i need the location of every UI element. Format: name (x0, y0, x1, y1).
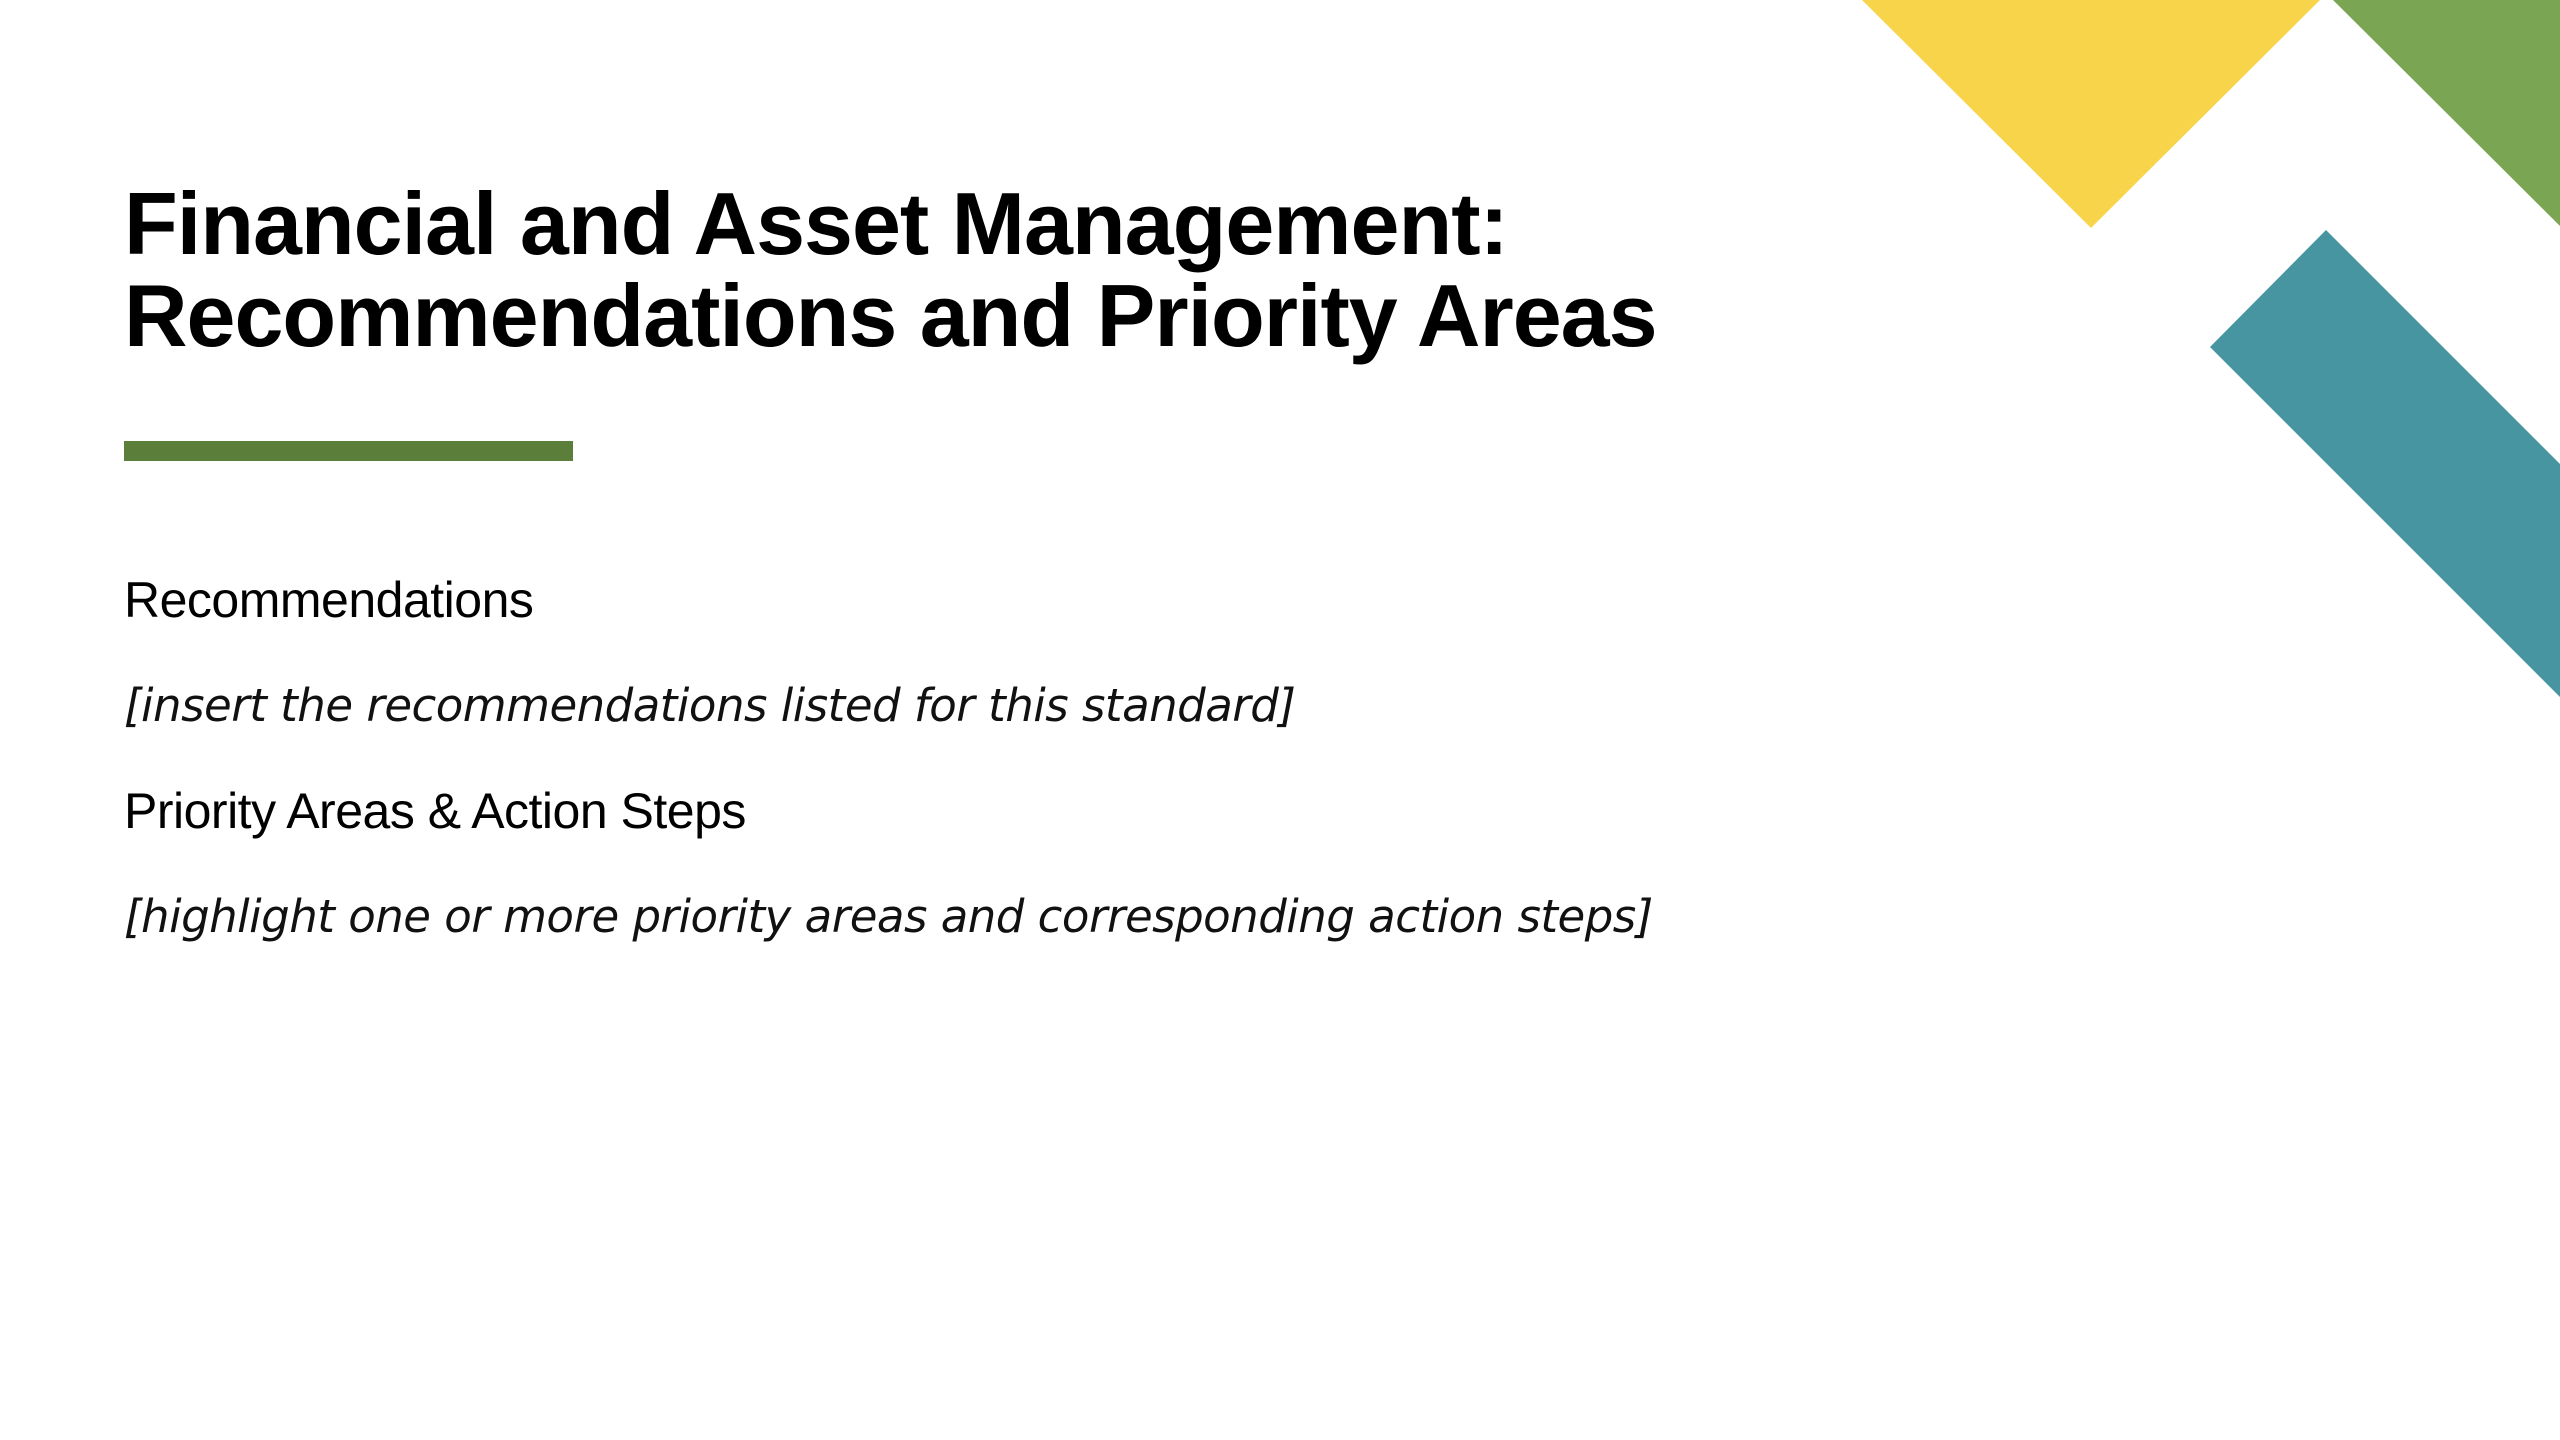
slide-title (124, 174, 1924, 365)
teal-stripe-shape (2210, 230, 2560, 697)
slide-title-line-2: Recommendations and Priority Areas (124, 266, 1657, 365)
recommendations-placeholder: [insert the recommendations listed for this standard] (124, 679, 1296, 732)
yellow-triangle-shape (1862, 0, 2320, 228)
recommendations-heading: Recommendations (124, 572, 534, 628)
title-accent-bar (124, 441, 573, 461)
green-triangle-shape (2333, 0, 2560, 226)
priority-areas-heading: Priority Areas & Action Steps (124, 783, 746, 839)
slide-title-line-1: Financial and Asset Management: (124, 174, 1508, 273)
priority-areas-placeholder: [highlight one or more priority areas and corresponding action steps] (124, 890, 1653, 943)
